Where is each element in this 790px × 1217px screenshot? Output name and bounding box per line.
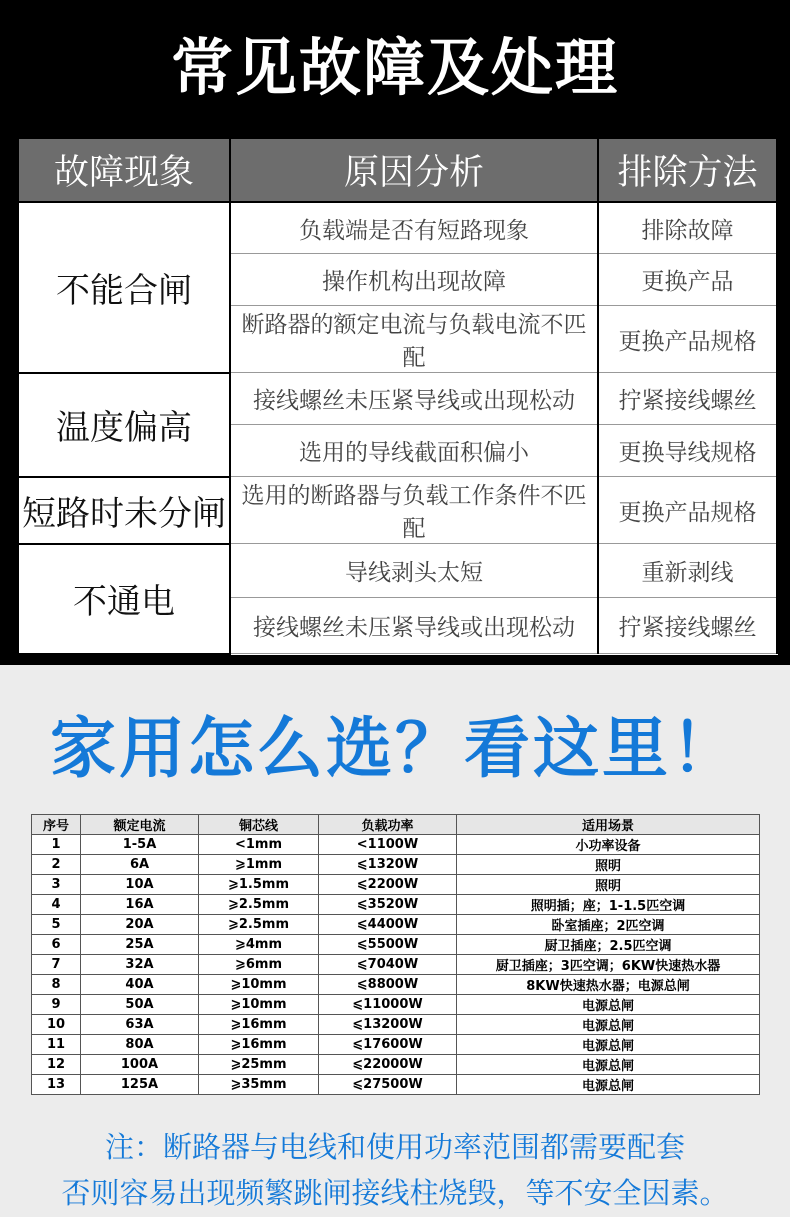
spec-index: 1 <box>32 835 81 855</box>
faults-table <box>17 137 778 655</box>
spec-index: 2 <box>32 855 81 875</box>
spec-wire: ⩾16mm <box>199 1035 319 1055</box>
spec-row <box>32 915 760 935</box>
spec-power: ⩽4400W <box>319 915 457 935</box>
spec-scene: 厨卫插座；3匹空调；6KW快速热水器 <box>457 955 760 975</box>
fault-fix: 更换产品规格 <box>598 306 777 373</box>
spec-header-index: 序号 <box>32 815 81 835</box>
spec-current: 40A <box>81 975 199 995</box>
fault-fix: 拧紧接线螺丝 <box>598 598 777 654</box>
spec-row <box>32 995 760 1015</box>
fault-row <box>18 477 777 544</box>
fault-cause: 选用的导线截面积偏小 <box>230 425 598 477</box>
note-line-1: 注：断路器与电线和使用功率范围都需要配套 <box>104 1130 685 1164</box>
spec-row <box>32 875 760 895</box>
spec-row <box>32 1035 760 1055</box>
spec-table <box>31 814 760 1095</box>
fault-fix: 更换产品规格 <box>598 477 777 544</box>
spec-current: 80A <box>81 1035 199 1055</box>
guide-section <box>0 665 790 1217</box>
spec-power: ⩽3520W <box>319 895 457 915</box>
spec-wire: ⩾10mm <box>199 995 319 1015</box>
spec-row <box>32 855 760 875</box>
spec-current: 100A <box>81 1055 199 1075</box>
spec-header-scene: 适用场景 <box>457 815 760 835</box>
spec-power: <1100W <box>319 835 457 855</box>
spec-current: 6A <box>81 855 199 875</box>
spec-header-power: 负载功率 <box>319 815 457 835</box>
spec-power: ⩽13200W <box>319 1015 457 1035</box>
spec-power: ⩽27500W <box>319 1075 457 1095</box>
spec-power: ⩽11000W <box>319 995 457 1015</box>
spec-wire: ⩾6mm <box>199 955 319 975</box>
spec-header-wire: 铜芯线 <box>199 815 319 835</box>
spec-scene: 电源总闸 <box>457 1075 760 1095</box>
fault-cause: 导线剥头太短 <box>230 544 598 598</box>
spec-index: 10 <box>32 1015 81 1035</box>
fault-cause: 操作机构出现故障 <box>230 254 598 306</box>
fault-row <box>18 373 777 425</box>
fault-symptom: 温度偏高 <box>18 373 230 477</box>
guide-headline: 家用怎么选？看这里！ <box>50 710 740 787</box>
fault-fix: 更换导线规格 <box>598 425 777 477</box>
spec-row <box>32 895 760 915</box>
fault-cause: 接线螺丝未压紧导线或出现松动 <box>230 373 598 425</box>
header-fix: 排除方法 <box>598 138 777 202</box>
spec-row <box>32 935 760 955</box>
spec-current: 16A <box>81 895 199 915</box>
fault-symptom: 短路时未分闸 <box>18 477 230 544</box>
spec-scene: 8KW快速热水器；电源总闸 <box>457 975 760 995</box>
fault-fix: 更换产品 <box>598 254 777 306</box>
spec-current: 10A <box>81 875 199 895</box>
spec-wire: ⩾35mm <box>199 1075 319 1095</box>
fault-cause: 选用的断路器与负载工作条件不匹配 <box>230 477 598 544</box>
spec-index: 9 <box>32 995 81 1015</box>
fault-symptom: 不能合闸 <box>18 202 230 373</box>
spec-index: 7 <box>32 955 81 975</box>
spec-index: 13 <box>32 1075 81 1095</box>
spec-header-current: 额定电流 <box>81 815 199 835</box>
spec-scene: 照明 <box>457 855 760 875</box>
spec-index: 5 <box>32 915 81 935</box>
spec-wire: ⩾2.5mm <box>199 895 319 915</box>
spec-current: 32A <box>81 955 199 975</box>
spec-power: ⩽5500W <box>319 935 457 955</box>
header-symptom: 故障现象 <box>18 138 230 202</box>
fault-cause: 断路器的额定电流与负载电流不匹配 <box>230 306 598 373</box>
spec-index: 11 <box>32 1035 81 1055</box>
spec-scene: 厨卫插座；2.5匹空调 <box>457 935 760 955</box>
fault-symptom: 不通电 <box>18 544 230 654</box>
spec-wire: ⩾1mm <box>199 855 319 875</box>
note-line-2: 否则容易出现频繁跳闸接线柱烧毁，等不安全因素。 <box>61 1176 729 1210</box>
spec-row <box>32 955 760 975</box>
spec-wire: <1mm <box>199 835 319 855</box>
spec-wire: ⩾1.5mm <box>199 875 319 895</box>
header-cause: 原因分析 <box>230 138 598 202</box>
spec-wire: ⩾10mm <box>199 975 319 995</box>
spec-current: 25A <box>81 935 199 955</box>
spec-current: 50A <box>81 995 199 1015</box>
spec-index: 3 <box>32 875 81 895</box>
spec-current: 20A <box>81 915 199 935</box>
spec-wire: ⩾25mm <box>199 1055 319 1075</box>
spec-wire: ⩾4mm <box>199 935 319 955</box>
spec-current: 1-5A <box>81 835 199 855</box>
spec-index: 8 <box>32 975 81 995</box>
spec-current: 125A <box>81 1075 199 1095</box>
fault-cause: 接线螺丝未压紧导线或出现松动 <box>230 598 598 654</box>
spec-power: ⩽22000W <box>319 1055 457 1075</box>
fault-row <box>18 544 777 598</box>
spec-row <box>32 1075 760 1095</box>
spec-current: 63A <box>81 1015 199 1035</box>
spec-wire: ⩾2.5mm <box>199 915 319 935</box>
spec-scene: 小功率设备 <box>457 835 760 855</box>
spec-row <box>32 975 760 995</box>
spec-header-row <box>32 815 760 835</box>
spec-power: ⩽7040W <box>319 955 457 975</box>
fault-row <box>18 202 777 254</box>
spec-scene: 电源总闸 <box>457 1035 760 1055</box>
spec-row <box>32 835 760 855</box>
fault-cause: 负载端是否有短路现象 <box>230 202 598 254</box>
faults-header-row <box>18 138 777 202</box>
spec-power: ⩽1320W <box>319 855 457 875</box>
spec-scene: 照明插；座；1-1.5匹空调 <box>457 895 760 915</box>
spec-power: ⩽17600W <box>319 1035 457 1055</box>
fault-fix: 拧紧接线螺丝 <box>598 373 777 425</box>
spec-wire: ⩾16mm <box>199 1015 319 1035</box>
faults-title: 常见故障及处理 <box>170 31 619 104</box>
spec-row <box>32 1055 760 1075</box>
spec-power: ⩽2200W <box>319 875 457 895</box>
spec-index: 4 <box>32 895 81 915</box>
fault-fix: 排除故障 <box>598 202 777 254</box>
spec-scene: 卧室插座；2匹空调 <box>457 915 760 935</box>
spec-scene: 电源总闸 <box>457 995 760 1015</box>
spec-scene: 电源总闸 <box>457 1055 760 1075</box>
spec-power: ⩽8800W <box>319 975 457 995</box>
spec-scene: 电源总闸 <box>457 1015 760 1035</box>
spec-row <box>32 1015 760 1035</box>
spec-index: 12 <box>32 1055 81 1075</box>
spec-index: 6 <box>32 935 81 955</box>
spec-scene: 照明 <box>457 875 760 895</box>
fault-fix: 重新剥线 <box>598 544 777 598</box>
